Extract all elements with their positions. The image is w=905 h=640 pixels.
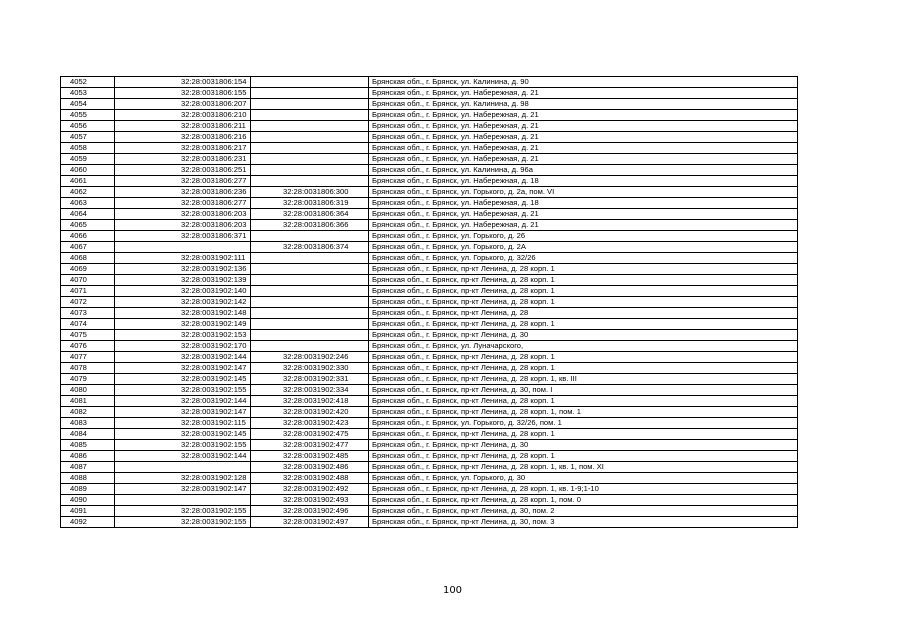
cadastral-number-cell: 32:28:0031902:142 (115, 297, 251, 308)
object-cadastral-number-cell (251, 121, 369, 132)
table-row (61, 308, 798, 319)
row-number-cell: 4092 (61, 517, 115, 528)
address-cell: Брянская обл., г. Брянск, пр-кт Ленина, д. 28 корп. 1 (369, 286, 798, 297)
address-cell: Брянская обл., г. Брянск, ул. Набережная, д. 21 (369, 88, 798, 99)
object-cadastral-number-cell: 32:28:0031806:366 (251, 220, 369, 231)
object-cadastral-number-cell (251, 154, 369, 165)
row-number-cell: 4072 (61, 297, 115, 308)
object-cadastral-number-cell: 32:28:0031806:319 (251, 198, 369, 209)
row-number-cell: 4076 (61, 341, 115, 352)
object-cadastral-number-cell (251, 231, 369, 242)
cadastral-number-cell (115, 242, 251, 253)
object-cadastral-number-cell: 32:28:0031902:492 (251, 484, 369, 495)
object-cadastral-number-cell: 32:28:0031902:497 (251, 517, 369, 528)
cadastral-number-cell: 32:28:0031902:140 (115, 286, 251, 297)
table-row (61, 198, 798, 209)
address-cell: Брянская обл., г. Брянск, пр-кт Ленина, д. 28 корп. 1 (369, 297, 798, 308)
address-cell: Брянская обл., г. Брянск, пр-кт Ленина, д. 28 корп. 1 (369, 264, 798, 275)
row-number-cell: 4068 (61, 253, 115, 264)
table-row (61, 484, 798, 495)
address-cell: Брянская обл., г. Брянск, пр-кт Ленина, д. 28 корп. 1 (369, 363, 798, 374)
cadastral-number-cell: 32:28:0031902:144 (115, 352, 251, 363)
table-row (61, 374, 798, 385)
table-row (61, 473, 798, 484)
row-number-cell: 4082 (61, 407, 115, 418)
table-row (61, 418, 798, 429)
row-number-cell: 4054 (61, 99, 115, 110)
cadastral-number-cell: 32:28:0031902:145 (115, 429, 251, 440)
address-cell: Брянская обл., г. Брянск, ул. Горького, д. 2а, пом. VI (369, 187, 798, 198)
row-number-cell: 4066 (61, 231, 115, 242)
row-number-cell: 4091 (61, 506, 115, 517)
row-number-cell: 4069 (61, 264, 115, 275)
address-cell: Брянская обл., г. Брянск, ул. Калинина, д. 98 (369, 99, 798, 110)
table-row (61, 341, 798, 352)
address-cell: Брянская обл., г. Брянск, пр-кт Ленина, д. 28 (369, 308, 798, 319)
cadastral-number-cell: 32:28:0031806:203 (115, 220, 251, 231)
object-cadastral-number-cell (251, 341, 369, 352)
address-cell: Брянская обл., г. Брянск, ул. Набережная, д. 21 (369, 209, 798, 220)
address-cell: Брянская обл., г. Брянск, ул. Набережная, д. 21 (369, 132, 798, 143)
address-cell: Брянская обл., г. Брянск, пр-кт Ленина, д. 28 корп. 1, кв. III (369, 374, 798, 385)
row-number-cell: 4077 (61, 352, 115, 363)
row-number-cell: 4081 (61, 396, 115, 407)
cadastral-number-cell: 32:28:0031806:210 (115, 110, 251, 121)
object-cadastral-number-cell: 32:28:0031902:418 (251, 396, 369, 407)
row-number-cell: 4065 (61, 220, 115, 231)
table-row (61, 495, 798, 506)
row-number-cell: 4070 (61, 275, 115, 286)
object-cadastral-number-cell: 32:28:0031902:246 (251, 352, 369, 363)
cadastral-number-cell: 32:28:0031806:371 (115, 231, 251, 242)
table-row (61, 242, 798, 253)
address-cell: Брянская обл., г. Брянск, ул. Горького, д. 32/26, пом. 1 (369, 418, 798, 429)
row-number-cell: 4089 (61, 484, 115, 495)
row-number-cell: 4090 (61, 495, 115, 506)
row-number-cell: 4083 (61, 418, 115, 429)
address-cell: Брянская обл., г. Брянск, ул. Набережная, д. 21 (369, 143, 798, 154)
row-number-cell: 4057 (61, 132, 115, 143)
address-cell: Брянская обл., г. Брянск, ул. Набережная, д. 21 (369, 110, 798, 121)
cadastral-number-cell: 32:28:0031806:251 (115, 165, 251, 176)
address-cell: Брянская обл., г. Брянск, пр-кт Ленина, д. 28 корп. 1, пом. 0 (369, 495, 798, 506)
table-row (61, 429, 798, 440)
address-cell: Брянская обл., г. Брянск, пр-кт Ленина, д. 28 корп. 1 (369, 352, 798, 363)
cadastral-number-cell: 32:28:0031806:203 (115, 209, 251, 220)
cadastral-number-cell: 32:28:0031902:115 (115, 418, 251, 429)
table-row (61, 143, 798, 154)
table-row (61, 451, 798, 462)
cadastral-number-cell: 32:28:0031902:170 (115, 341, 251, 352)
cadastral-number-cell (115, 462, 251, 473)
object-cadastral-number-cell: 32:28:0031902:331 (251, 374, 369, 385)
row-number-cell: 4084 (61, 429, 115, 440)
object-cadastral-number-cell: 32:28:0031902:420 (251, 407, 369, 418)
table-row (61, 462, 798, 473)
cadastral-number-cell: 32:28:0031902:144 (115, 451, 251, 462)
table-row (61, 121, 798, 132)
row-number-cell: 4056 (61, 121, 115, 132)
cadastral-number-cell: 32:28:0031806:236 (115, 187, 251, 198)
address-cell: Брянская обл., г. Брянск, пр-кт Ленина, д. 30, пом. 3 (369, 517, 798, 528)
row-number-cell: 4067 (61, 242, 115, 253)
row-number-cell: 4058 (61, 143, 115, 154)
address-cell: Брянская обл., г. Брянск, пр-кт Ленина, д. 28 корп. 1, кв. 1-9;1-10 (369, 484, 798, 495)
cadastral-number-cell: 32:28:0031902:145 (115, 374, 251, 385)
table-row (61, 396, 798, 407)
table-row (61, 319, 798, 330)
cadastral-number-cell: 32:28:0031902:155 (115, 385, 251, 396)
row-number-cell: 4052 (61, 77, 115, 88)
page-number: 100 (442, 585, 463, 596)
table-row (61, 385, 798, 396)
object-cadastral-number-cell: 32:28:0031806:374 (251, 242, 369, 253)
address-cell: Брянская обл., г. Брянск, ул. Калинина, д. 96а (369, 165, 798, 176)
object-cadastral-number-cell (251, 110, 369, 121)
address-cell: Брянская обл., г. Брянск, пр-кт Ленина, д. 30, пом. 2 (369, 506, 798, 517)
cadastral-number-cell: 32:28:0031806:155 (115, 88, 251, 99)
cadastral-number-cell: 32:28:0031806:277 (115, 176, 251, 187)
address-cell: Брянская обл., г. Брянск, пр-кт Ленина, д. 30, пом. I (369, 385, 798, 396)
cadastral-number-cell: 32:28:0031902:155 (115, 506, 251, 517)
cadastral-number-cell: 32:28:0031902:147 (115, 363, 251, 374)
object-cadastral-number-cell: 32:28:0031902:475 (251, 429, 369, 440)
object-cadastral-number-cell (251, 330, 369, 341)
table-row (61, 220, 798, 231)
table-row (61, 363, 798, 374)
cadastral-number-cell: 32:28:0031902:149 (115, 319, 251, 330)
object-cadastral-number-cell: 32:28:0031902:488 (251, 473, 369, 484)
row-number-cell: 4060 (61, 165, 115, 176)
object-cadastral-number-cell: 32:28:0031806:300 (251, 187, 369, 198)
table-row (61, 110, 798, 121)
row-number-cell: 4080 (61, 385, 115, 396)
address-cell: Брянская обл., г. Брянск, пр-кт Ленина, д. 28 корп. 1 (369, 275, 798, 286)
object-cadastral-number-cell (251, 77, 369, 88)
address-cell: Брянская обл., г. Брянск, ул. Набережная, д. 21 (369, 220, 798, 231)
object-cadastral-number-cell: 32:28:0031902:423 (251, 418, 369, 429)
address-cell: Брянская обл., г. Брянск, пр-кт Ленина, д. 28 корп. 1 (369, 319, 798, 330)
row-number-cell: 4079 (61, 374, 115, 385)
table-row (61, 264, 798, 275)
table-row (61, 187, 798, 198)
address-cell: Брянская обл., г. Брянск, ул. Набережная, д. 18 (369, 176, 798, 187)
address-cell: Брянская обл., г. Брянск, ул. Набережная, д. 21 (369, 154, 798, 165)
table-row (61, 231, 798, 242)
address-cell: Брянская обл., г. Брянск, ул. Набережная, д. 21 (369, 121, 798, 132)
object-cadastral-number-cell (251, 165, 369, 176)
cadastral-number-cell: 32:28:0031902:128 (115, 473, 251, 484)
cadastral-number-cell: 32:28:0031902:139 (115, 275, 251, 286)
row-number-cell: 4085 (61, 440, 115, 451)
row-number-cell: 4062 (61, 187, 115, 198)
cadastral-number-cell: 32:28:0031902:147 (115, 407, 251, 418)
object-cadastral-number-cell (251, 143, 369, 154)
row-number-cell: 4059 (61, 154, 115, 165)
row-number-cell: 4074 (61, 319, 115, 330)
cadastral-number-cell: 32:28:0031806:216 (115, 132, 251, 143)
cadastral-number-cell: 32:28:0031902:144 (115, 396, 251, 407)
object-cadastral-number-cell (251, 132, 369, 143)
address-cell: Брянская обл., г. Брянск, пр-кт Ленина, д. 30 (369, 330, 798, 341)
cadastral-number-cell: 32:28:0031806:217 (115, 143, 251, 154)
address-cell: Брянская обл., г. Брянск, пр-кт Ленина, д. 28 корп. 1 (369, 451, 798, 462)
address-cell: Брянская обл., г. Брянск, пр-кт Ленина, д. 28 корп. 1 (369, 396, 798, 407)
object-cadastral-number-cell: 32:28:0031902:330 (251, 363, 369, 374)
table-row (61, 77, 798, 88)
address-cell: Брянская обл., г. Брянск, пр-кт Ленина, д. 30 (369, 440, 798, 451)
address-cell: Брянская обл., г. Брянск, ул. Луначарского, (369, 341, 798, 352)
cadastral-number-cell: 32:28:0031902:155 (115, 517, 251, 528)
row-number-cell: 4086 (61, 451, 115, 462)
table-row (61, 407, 798, 418)
table-row (61, 517, 798, 528)
cadastral-number-cell: 32:28:0031902:136 (115, 264, 251, 275)
row-number-cell: 4075 (61, 330, 115, 341)
table-row (61, 88, 798, 99)
table-row (61, 132, 798, 143)
row-number-cell: 4064 (61, 209, 115, 220)
cadastral-number-cell: 32:28:0031902:153 (115, 330, 251, 341)
address-cell: Брянская обл., г. Брянск, пр-кт Ленина, д. 28 корп. 1 (369, 429, 798, 440)
cadastral-number-cell: 32:28:0031902:147 (115, 484, 251, 495)
cadastral-number-cell: 32:28:0031902:148 (115, 308, 251, 319)
cadastral-number-cell: 32:28:0031806:154 (115, 77, 251, 88)
row-number-cell: 4078 (61, 363, 115, 374)
table-row (61, 352, 798, 363)
cadastral-number-cell: 32:28:0031806:231 (115, 154, 251, 165)
object-cadastral-number-cell: 32:28:0031902:334 (251, 385, 369, 396)
table-row (61, 275, 798, 286)
object-cadastral-number-cell (251, 264, 369, 275)
address-cell: Брянская обл., г. Брянск, ул. Горького, д. 30 (369, 473, 798, 484)
row-number-cell: 4087 (61, 462, 115, 473)
row-number-cell: 4073 (61, 308, 115, 319)
object-cadastral-number-cell: 32:28:0031902:477 (251, 440, 369, 451)
address-cell: Брянская обл., г. Брянск, пр-кт Ленина, д. 28 корп. 1, пом. 1 (369, 407, 798, 418)
object-cadastral-number-cell (251, 99, 369, 110)
row-number-cell: 4063 (61, 198, 115, 209)
cadastral-table (60, 76, 798, 528)
row-number-cell: 4088 (61, 473, 115, 484)
object-cadastral-number-cell (251, 88, 369, 99)
table-row (61, 440, 798, 451)
object-cadastral-number-cell: 32:28:0031902:485 (251, 451, 369, 462)
table-body (61, 77, 798, 528)
row-number-cell: 4061 (61, 176, 115, 187)
object-cadastral-number-cell: 32:28:0031902:486 (251, 462, 369, 473)
table-row (61, 297, 798, 308)
cadastral-number-cell (115, 495, 251, 506)
table-row (61, 286, 798, 297)
address-cell: Брянская обл., г. Брянск, ул. Набережная, д. 18 (369, 198, 798, 209)
table-row (61, 176, 798, 187)
cadastral-number-cell: 32:28:0031806:207 (115, 99, 251, 110)
address-cell: Брянская обл., г. Брянск, ул. Горького, д. 26 (369, 231, 798, 242)
cadastral-number-cell: 32:28:0031902:155 (115, 440, 251, 451)
table-row (61, 330, 798, 341)
address-cell: Брянская обл., г. Брянск, ул. Горького, д. 2А (369, 242, 798, 253)
object-cadastral-number-cell (251, 253, 369, 264)
object-cadastral-number-cell (251, 275, 369, 286)
table-row (61, 99, 798, 110)
object-cadastral-number-cell (251, 286, 369, 297)
object-cadastral-number-cell: 32:28:0031806:364 (251, 209, 369, 220)
address-cell: Брянская обл., г. Брянск, пр-кт Ленина, д. 28 корп. 1, кв. 1, пом. XI (369, 462, 798, 473)
table-row (61, 253, 798, 264)
object-cadastral-number-cell (251, 308, 369, 319)
object-cadastral-number-cell (251, 319, 369, 330)
address-cell: Брянская обл., г. Брянск, ул. Калинина, д. 90 (369, 77, 798, 88)
table-row (61, 506, 798, 517)
row-number-cell: 4071 (61, 286, 115, 297)
cadastral-number-cell: 32:28:0031806:211 (115, 121, 251, 132)
object-cadastral-number-cell: 32:28:0031902:493 (251, 495, 369, 506)
address-cell: Брянская обл., г. Брянск, ул. Горького, д. 32/26 (369, 253, 798, 264)
object-cadastral-number-cell (251, 297, 369, 308)
row-number-cell: 4053 (61, 88, 115, 99)
table-row (61, 165, 798, 176)
object-cadastral-number-cell: 32:28:0031902:496 (251, 506, 369, 517)
row-number-cell: 4055 (61, 110, 115, 121)
table-row (61, 154, 798, 165)
cadastral-number-cell: 32:28:0031902:111 (115, 253, 251, 264)
table-row (61, 209, 798, 220)
cadastral-number-cell: 32:28:0031806:277 (115, 198, 251, 209)
object-cadastral-number-cell (251, 176, 369, 187)
